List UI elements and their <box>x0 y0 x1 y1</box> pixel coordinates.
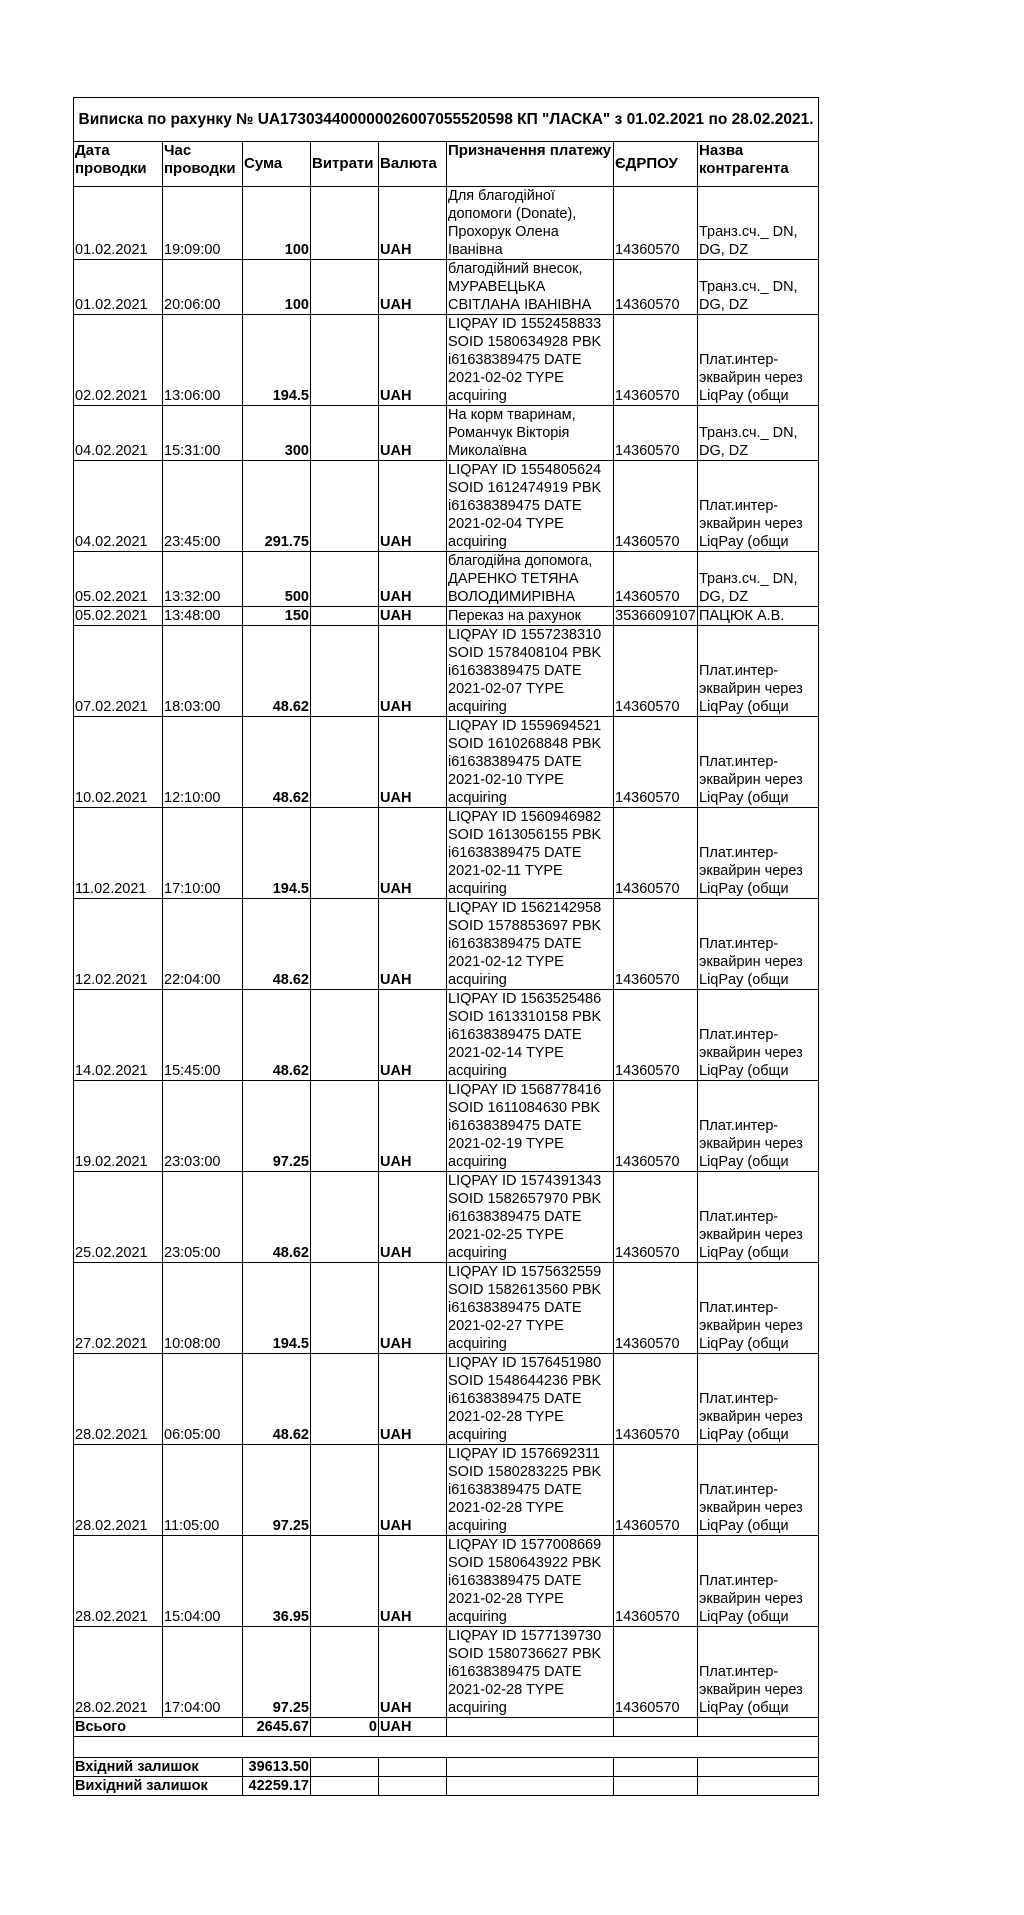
cell-currency: UAH <box>379 1627 447 1718</box>
closing-balance-row <box>74 1777 819 1796</box>
col-header-date: Дата проводки <box>74 142 163 187</box>
cell-edrpou: 14360570 <box>614 1536 698 1627</box>
cell-date: 01.02.2021 <box>74 187 163 260</box>
cell-counterparty: Плат.интер- эквайрин через LiqPay (общи <box>698 1081 819 1172</box>
cell-expenses <box>311 1263 379 1354</box>
cell-counterparty: Плат.интер- эквайрин через LiqPay (общи <box>698 315 819 406</box>
table-row <box>74 406 819 461</box>
table-row <box>74 990 819 1081</box>
total-label: Всього <box>74 1718 243 1737</box>
cell-counterparty: Плат.интер- эквайрин через LiqPay (общи <box>698 808 819 899</box>
cell-counterparty: Транз.сч._ DN, DG, DZ <box>698 552 819 607</box>
cell-currency: UAH <box>379 406 447 461</box>
cell-amount: 48.62 <box>243 1172 311 1263</box>
cell-time: 17:04:00 <box>163 1627 243 1718</box>
cell-amount: 48.62 <box>243 1354 311 1445</box>
table-row <box>74 626 819 717</box>
empty-cell <box>614 1758 698 1777</box>
cell-amount: 97.25 <box>243 1627 311 1718</box>
cell-time: 13:48:00 <box>163 607 243 626</box>
cell-purpose: LIQPAY ID 1575632559 SOID 1582613560 PBK i61638389475 DATE 2021-02-27 TYPE acquiring <box>447 1263 614 1354</box>
cell-date: 19.02.2021 <box>74 1081 163 1172</box>
col-header-amount: Сума <box>243 142 311 187</box>
cell-edrpou: 14360570 <box>614 406 698 461</box>
cell-date: 07.02.2021 <box>74 626 163 717</box>
cell-expenses <box>311 187 379 260</box>
cell-counterparty: Плат.интер- эквайрин через LiqPay (общи <box>698 899 819 990</box>
cell-currency: UAH <box>379 717 447 808</box>
cell-currency: UAH <box>379 1172 447 1263</box>
cell-edrpou: 14360570 <box>614 1445 698 1536</box>
opening-balance-value: 39613.50 <box>243 1758 311 1777</box>
empty-cell <box>698 1777 819 1796</box>
cell-expenses <box>311 1081 379 1172</box>
cell-purpose: LIQPAY ID 1577008669 SOID 1580643922 PBK i61638389475 DATE 2021-02-28 TYPE acquiring <box>447 1536 614 1627</box>
cell-counterparty: Транз.сч._ DN, DG, DZ <box>698 260 819 315</box>
cell-time: 15:04:00 <box>163 1536 243 1627</box>
cell-counterparty: Плат.интер- эквайрин через LiqPay (общи <box>698 990 819 1081</box>
cell-edrpou: 14360570 <box>614 1081 698 1172</box>
cell-purpose: LIQPAY ID 1574391343 SOID 1582657970 PBK i61638389475 DATE 2021-02-25 TYPE acquiring <box>447 1172 614 1263</box>
cell-amount: 48.62 <box>243 717 311 808</box>
cell-purpose: LIQPAY ID 1554805624 SOID 1612474919 PBK i61638389475 DATE 2021-02-04 TYPE acquiring <box>447 461 614 552</box>
empty-cell <box>311 1758 379 1777</box>
cell-expenses <box>311 1627 379 1718</box>
table-row <box>74 1354 819 1445</box>
cell-expenses <box>311 808 379 899</box>
cell-counterparty: Плат.интер- эквайрин через LiqPay (общи <box>698 1263 819 1354</box>
opening-balance-label: Вхідний залишок <box>74 1758 243 1777</box>
cell-counterparty: ПАЦЮК А.В. <box>698 607 819 626</box>
cell-amount: 300 <box>243 406 311 461</box>
cell-date: 11.02.2021 <box>74 808 163 899</box>
cell-currency: UAH <box>379 187 447 260</box>
cell-currency: UAH <box>379 315 447 406</box>
cell-counterparty: Плат.интер- эквайрин через LiqPay (общи <box>698 1172 819 1263</box>
cell-edrpou: 14360570 <box>614 260 698 315</box>
col-header-purpose: Призначення платежу <box>447 142 614 187</box>
cell-currency: UAH <box>379 1536 447 1627</box>
cell-date: 05.02.2021 <box>74 607 163 626</box>
cell-amount: 291.75 <box>243 461 311 552</box>
cell-currency: UAH <box>379 552 447 607</box>
empty-cell <box>447 1777 614 1796</box>
closing-balance-value: 42259.17 <box>243 1777 311 1796</box>
cell-amount: 36.95 <box>243 1536 311 1627</box>
col-header-time: Час проводки <box>163 142 243 187</box>
cell-edrpou: 14360570 <box>614 899 698 990</box>
cell-edrpou: 14360570 <box>614 315 698 406</box>
cell-date: 01.02.2021 <box>74 260 163 315</box>
cell-time: 23:05:00 <box>163 1172 243 1263</box>
cell-currency: UAH <box>379 626 447 717</box>
cell-currency: UAH <box>379 1354 447 1445</box>
table-row <box>74 899 819 990</box>
cell-counterparty: Плат.интер- эквайрин через LiqPay (общи <box>698 1354 819 1445</box>
cell-edrpou: 14360570 <box>614 1172 698 1263</box>
empty-cell <box>379 1777 447 1796</box>
cell-expenses <box>311 899 379 990</box>
cell-counterparty: Плат.интер- эквайрин через LiqPay (общи <box>698 717 819 808</box>
table-row <box>74 552 819 607</box>
empty-cell <box>698 1718 819 1737</box>
cell-currency: UAH <box>379 461 447 552</box>
table-row <box>74 1172 819 1263</box>
blank-row <box>74 1737 819 1758</box>
cell-amount: 97.25 <box>243 1081 311 1172</box>
empty-cell <box>74 1737 819 1758</box>
empty-cell <box>614 1718 698 1737</box>
cell-expenses <box>311 406 379 461</box>
cell-date: 28.02.2021 <box>74 1627 163 1718</box>
empty-cell <box>614 1777 698 1796</box>
cell-counterparty: Транз.сч._ DN, DG, DZ <box>698 187 819 260</box>
total-currency: UAH <box>379 1718 447 1737</box>
cell-edrpou: 3536609107 <box>615 608 696 624</box>
cell-expenses <box>311 1172 379 1263</box>
cell-expenses <box>311 626 379 717</box>
cell-purpose: LIQPAY ID 1552458833 SOID 1580634928 PBK i61638389475 DATE 2021-02-02 TYPE acquiring <box>447 315 614 406</box>
cell-amount: 500 <box>243 552 311 607</box>
cell-time: 18:03:00 <box>163 626 243 717</box>
cell-amount: 48.62 <box>243 626 311 717</box>
total-row <box>74 1718 819 1737</box>
cell-date: 04.02.2021 <box>74 461 163 552</box>
cell-expenses <box>311 552 379 607</box>
cell-counterparty: Транз.сч._ DN, DG, DZ <box>698 406 819 461</box>
cell-edrpou: 14360570 <box>614 552 698 607</box>
cell-amount: 100 <box>243 187 311 260</box>
table-row <box>74 1081 819 1172</box>
cell-expenses <box>311 1354 379 1445</box>
table-row <box>74 187 819 260</box>
cell-time: 15:45:00 <box>163 990 243 1081</box>
cell-expenses <box>311 1536 379 1627</box>
cell-amount: 97.25 <box>243 1445 311 1536</box>
table-row <box>74 315 819 406</box>
cell-amount: 194.5 <box>243 315 311 406</box>
cell-counterparty: Плат.интер- эквайрин через LiqPay (общи <box>698 461 819 552</box>
cell-date: 02.02.2021 <box>74 315 163 406</box>
cell-edrpou: 14360570 <box>614 808 698 899</box>
closing-balance-label: Вихідний залишок <box>74 1777 243 1796</box>
cell-amount: 100 <box>243 260 311 315</box>
cell-currency: UAH <box>379 1263 447 1354</box>
cell-date: 28.02.2021 <box>74 1354 163 1445</box>
cell-currency: UAH <box>379 607 447 626</box>
cell-purpose: На корм тваринам, Романчук Вікторія Миколаївна <box>447 406 614 461</box>
cell-time: 23:03:00 <box>163 1081 243 1172</box>
table-row <box>74 1445 819 1536</box>
header-row <box>74 142 819 187</box>
empty-cell <box>698 1758 819 1777</box>
cell-purpose: LIQPAY ID 1576692311 SOID 1580283225 PBK i61638389475 DATE 2021-02-28 TYPE acquiring <box>447 1445 614 1536</box>
cell-purpose: LIQPAY ID 1562142958 SOID 1578853697 PBK i61638389475 DATE 2021-02-12 TYPE acquiring <box>447 899 614 990</box>
cell-purpose: благодійна допомога, ДАРЕНКО ТЕТЯНА ВОЛОДИМИРІВНА <box>447 552 614 607</box>
cell-date: 10.02.2021 <box>74 717 163 808</box>
cell-purpose: LIQPAY ID 1568778416 SOID 1611084630 PBK i61638389475 DATE 2021-02-19 TYPE acquiring <box>447 1081 614 1172</box>
table-row <box>74 607 819 626</box>
cell-counterparty: Плат.интер- эквайрин через LiqPay (общи <box>698 1627 819 1718</box>
cell-expenses <box>311 990 379 1081</box>
cell-edrpou: 14360570 <box>614 1263 698 1354</box>
cell-currency: UAH <box>379 990 447 1081</box>
cell-amount: 194.5 <box>243 1263 311 1354</box>
cell-time: 12:10:00 <box>163 717 243 808</box>
cell-date: 28.02.2021 <box>74 1445 163 1536</box>
cell-expenses <box>311 260 379 315</box>
cell-purpose: LIQPAY ID 1557238310 SOID 1578408104 PBK i61638389475 DATE 2021-02-07 TYPE acquiring <box>447 626 614 717</box>
cell-purpose: Переказ на рахунок <box>447 607 614 626</box>
cell-time: 13:32:00 <box>163 552 243 607</box>
cell-counterparty: Плат.интер- эквайрин через LiqPay (общи <box>698 626 819 717</box>
cell-currency: UAH <box>379 1081 447 1172</box>
cell-time: 17:10:00 <box>163 808 243 899</box>
table-row <box>74 808 819 899</box>
cell-edrpou: 14360570 <box>614 717 698 808</box>
table-row <box>74 260 819 315</box>
cell-currency: UAH <box>379 899 447 990</box>
table-row <box>74 1263 819 1354</box>
cell-amount: 48.62 <box>243 990 311 1081</box>
empty-cell <box>311 1777 379 1796</box>
cell-amount: 48.62 <box>243 899 311 990</box>
cell-edrpou: 14360570 <box>614 990 698 1081</box>
cell-counterparty: Плат.интер- эквайрин через LiqPay (общи <box>698 1445 819 1536</box>
cell-date: 12.02.2021 <box>74 899 163 990</box>
cell-currency: UAH <box>379 260 447 315</box>
cell-counterparty: Плат.интер- эквайрин через LiqPay (общи <box>698 1536 819 1627</box>
cell-time: 06:05:00 <box>163 1354 243 1445</box>
cell-purpose: Для благодійної допомоги (Donate), Прохорук Олена Іванівна <box>447 187 614 260</box>
cell-expenses <box>311 607 379 626</box>
table-row <box>74 461 819 552</box>
cell-amount: 150 <box>243 607 311 626</box>
cell-currency: UAH <box>379 808 447 899</box>
table-row <box>74 1627 819 1718</box>
cell-expenses <box>311 461 379 552</box>
cell-expenses <box>311 717 379 808</box>
cell-edrpou: 14360570 <box>614 187 698 260</box>
cell-edrpou: 14360570 <box>614 1627 698 1718</box>
cell-time: 23:45:00 <box>163 461 243 552</box>
cell-purpose: LIQPAY ID 1576451980 SOID 1548644236 PBK i61638389475 DATE 2021-02-28 TYPE acquiring <box>447 1354 614 1445</box>
cell-time: 10:08:00 <box>163 1263 243 1354</box>
cell-purpose: LIQPAY ID 1560946982 SOID 1613056155 PBK i61638389475 DATE 2021-02-11 TYPE acquiring <box>447 808 614 899</box>
empty-cell <box>447 1758 614 1777</box>
cell-date: 27.02.2021 <box>74 1263 163 1354</box>
table-row <box>74 717 819 808</box>
col-header-edrpou: ЄДРПОУ <box>614 142 698 187</box>
empty-cell <box>447 1718 614 1737</box>
cell-purpose: LIQPAY ID 1563525486 SOID 1613310158 PBK i61638389475 DATE 2021-02-14 TYPE acquiring <box>447 990 614 1081</box>
cell-currency: UAH <box>379 1445 447 1536</box>
cell-date: 28.02.2021 <box>74 1536 163 1627</box>
cell-date: 14.02.2021 <box>74 990 163 1081</box>
cell-purpose: благодійний внесок, МУРАВЕЦЬКА СВІТЛАНА ІВАНІВНА <box>447 260 614 315</box>
cell-time: 15:31:00 <box>163 406 243 461</box>
cell-edrpou: 14360570 <box>614 1354 698 1445</box>
cell-expenses <box>311 1445 379 1536</box>
cell-date: 25.02.2021 <box>74 1172 163 1263</box>
statement-title: Виписка по рахунку № UA173034400000026007055520598 КП "ЛАСКА" з 01.02.2021 по 28.02.2021. <box>74 98 819 142</box>
cell-time: 13:06:00 <box>163 315 243 406</box>
cell-expenses <box>311 315 379 406</box>
cell-time: 11:05:00 <box>163 1445 243 1536</box>
cell-purpose: LIQPAY ID 1577139730 SOID 1580736627 PBK i61638389475 DATE 2021-02-28 TYPE acquiring <box>447 1627 614 1718</box>
table-row <box>74 1536 819 1627</box>
cell-time: 19:09:00 <box>163 187 243 260</box>
cell-amount: 194.5 <box>243 808 311 899</box>
total-amount: 2645.67 <box>243 1718 311 1737</box>
col-header-counterparty: Назва контрагента <box>698 142 819 187</box>
total-expenses: 0 <box>311 1718 379 1737</box>
cell-time: 20:06:00 <box>163 260 243 315</box>
opening-balance-row <box>74 1758 819 1777</box>
statement-table <box>73 97 819 1796</box>
cell-time: 22:04:00 <box>163 899 243 990</box>
empty-cell <box>379 1758 447 1777</box>
col-header-expenses: Витрати <box>311 142 379 187</box>
cell-edrpou: 14360570 <box>614 626 698 717</box>
cell-date: 05.02.2021 <box>74 552 163 607</box>
cell-purpose: LIQPAY ID 1559694521 SOID 1610268848 PBK i61638389475 DATE 2021-02-10 TYPE acquiring <box>447 717 614 808</box>
cell-date: 04.02.2021 <box>74 406 163 461</box>
cell-edrpou: 14360570 <box>614 461 698 552</box>
col-header-currency: Валюта <box>379 142 447 187</box>
